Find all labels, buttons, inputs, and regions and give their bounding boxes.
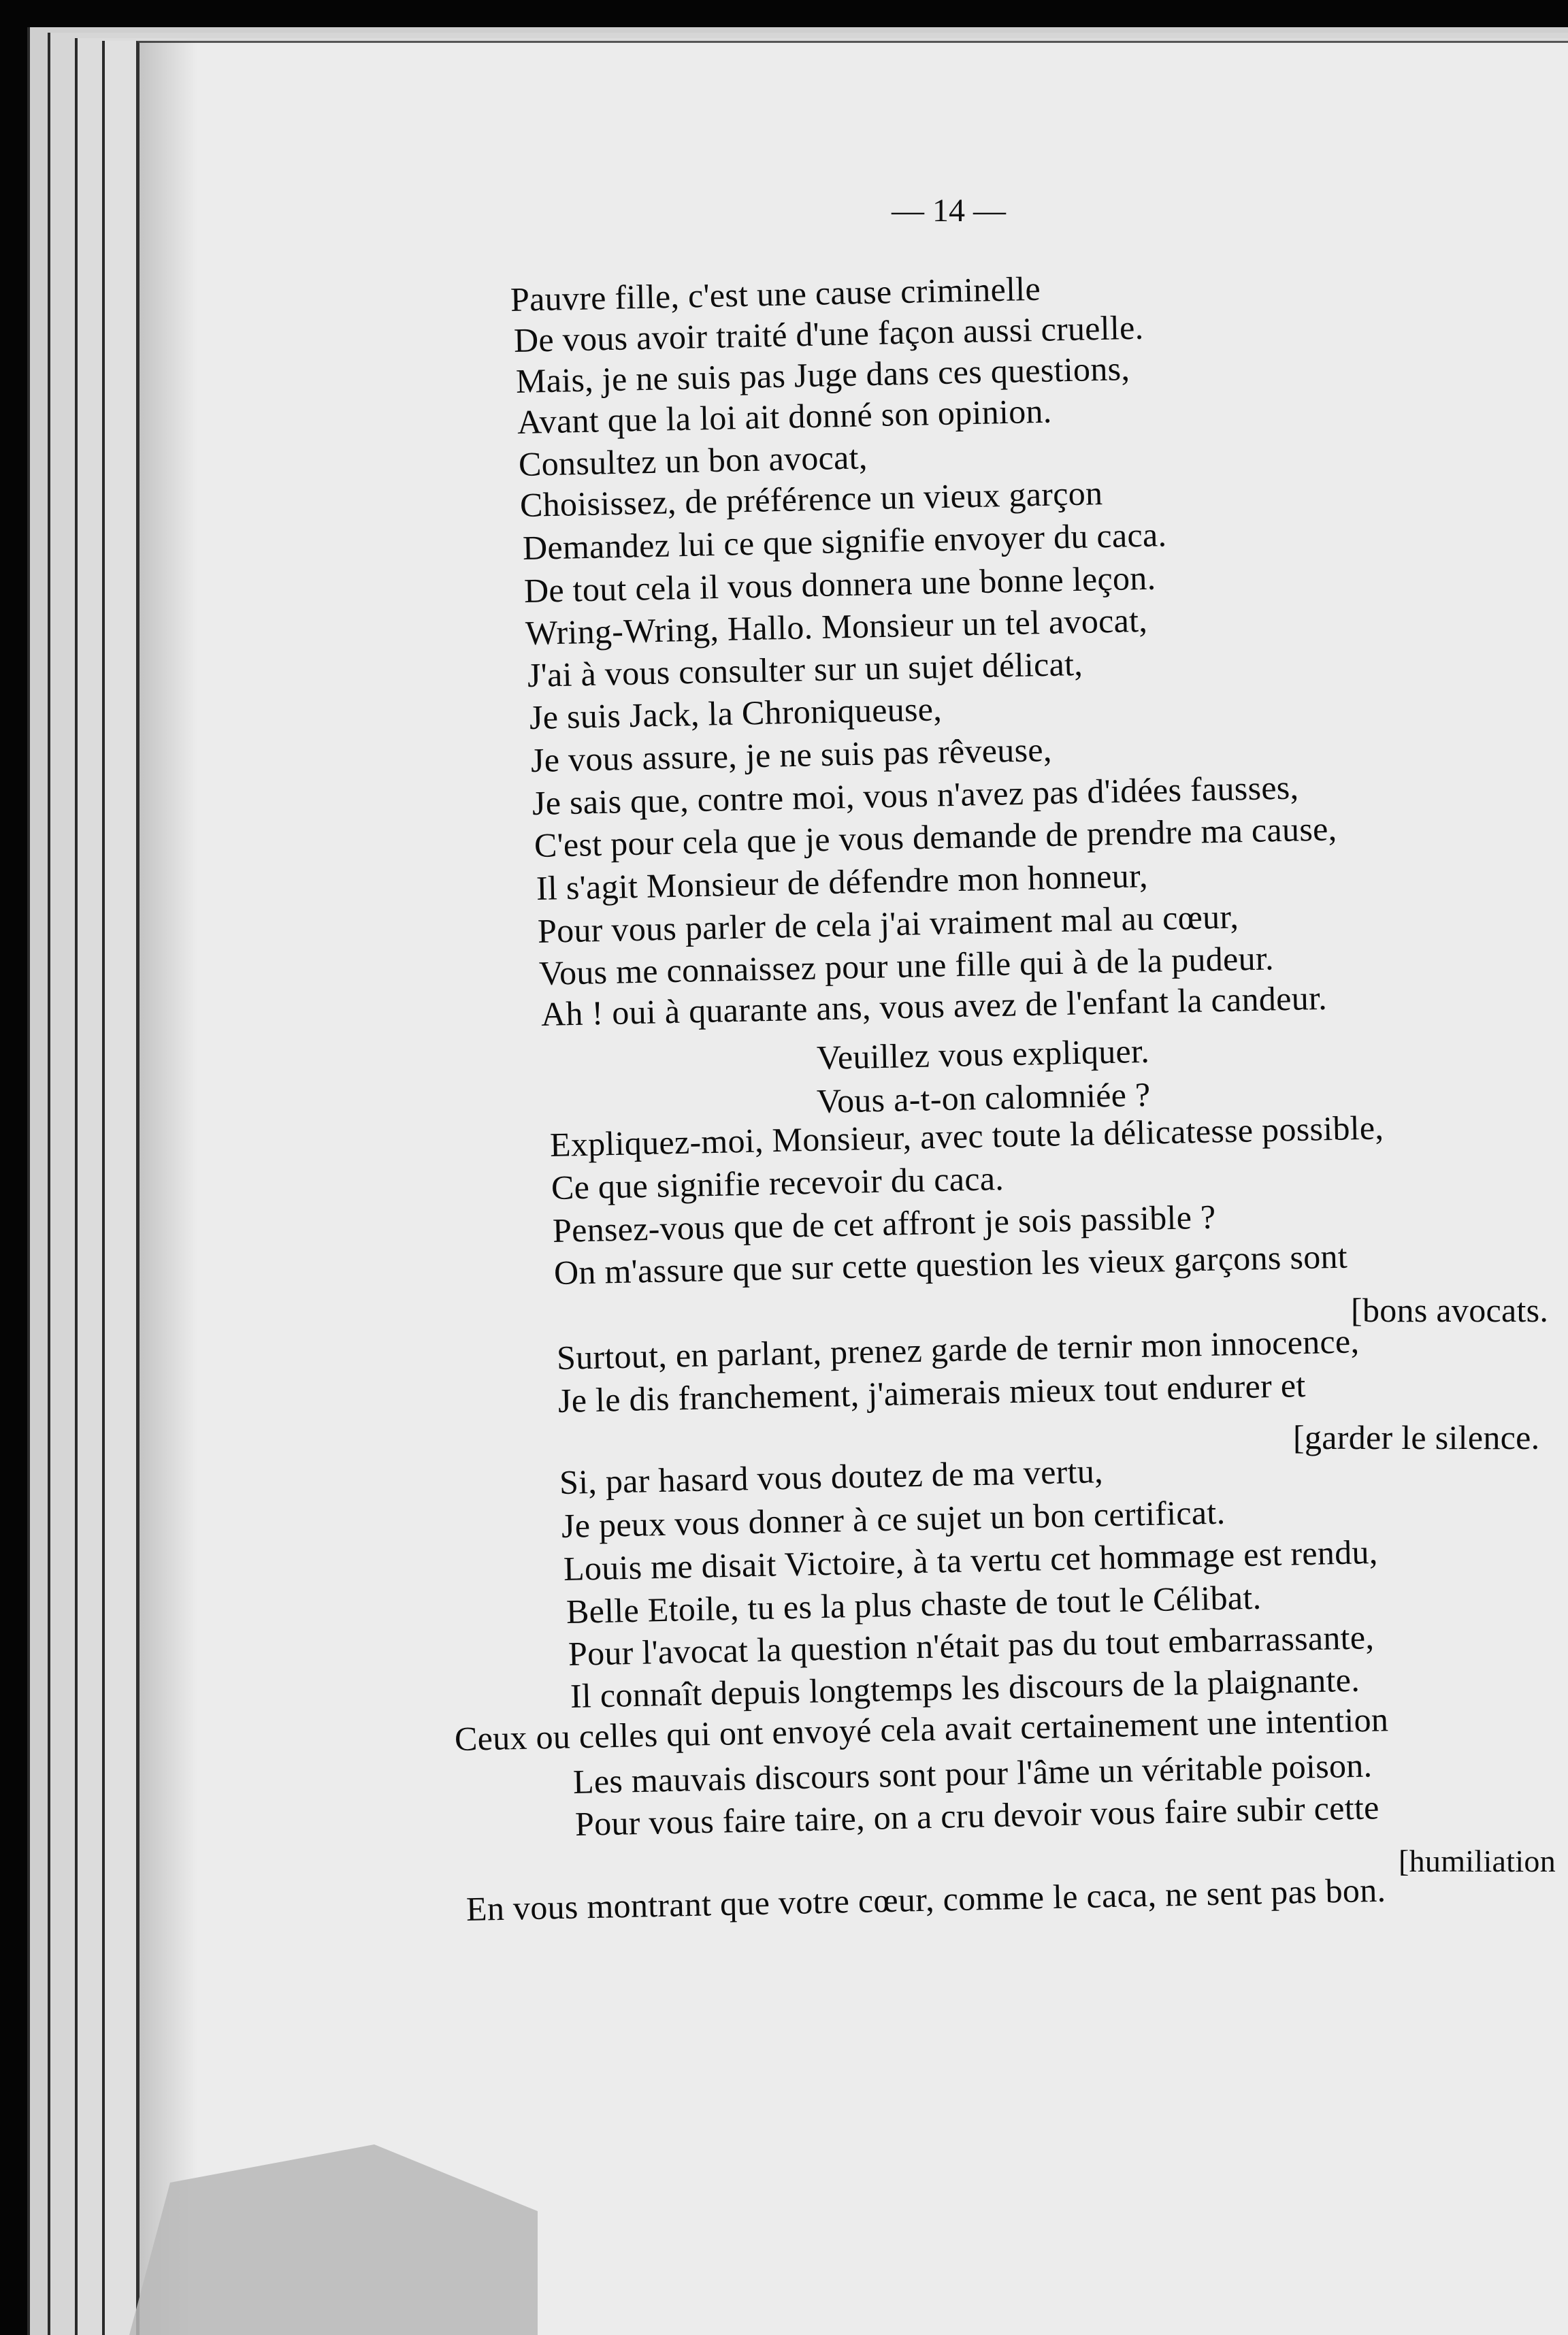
verse-line: Avant que la loi ait donné son opinion. (517, 391, 1053, 441)
verse-line: C'est pour cela que je vous demande de prendre ma cause, (534, 809, 1337, 864)
verse-line: Ah ! oui à quarante ans, vous avez de l'enfant la candeur. (540, 978, 1328, 1033)
verse-line: Demandez lui ce que signifie envoyer du caca. (522, 515, 1167, 567)
verse-line: Il connaît depuis longtemps les discours de la plaignante. (570, 1660, 1360, 1715)
verse-line: En vous montrant que votre cœur, comme le caca, ne sent pas bon. (466, 1870, 1386, 1928)
verse-line: Si, par hasard vous doutez de ma vertu, (559, 1452, 1104, 1501)
verse-line: Veuillez vous expliquer. (816, 1031, 1150, 1077)
verse-line: Il s'agit Monsieur de défendre mon honneur, (536, 856, 1149, 907)
verse-line: Je le dis franchement, j'aimerais mieux tout endurer et (557, 1365, 1307, 1420)
verse-line: Je vous assure, je ne suis pas rêveuse, (530, 730, 1053, 779)
verse-line: Pensez-vous que de cet affront je sois passible ? (552, 1197, 1216, 1250)
verse-line: Vous me connaissez pour une fille qui à de la pudeur. (538, 938, 1275, 992)
verse-line-continuation: [humiliation (1399, 1844, 1556, 1878)
verse-line: Wring-Wring, Hallo. Monsieur un tel avocat, (525, 600, 1148, 652)
verse-line: Je peux vous donner à ce sujet un bon certificat. (561, 1492, 1226, 1545)
verse-line: Pour l'avocat la question n'était pas du tout embarrassante, (568, 1618, 1375, 1673)
verse-line: Ce que signifie recevoir du caca. (551, 1159, 1004, 1207)
verse-line: Je suis Jack, la Chroniqueuse, (529, 689, 943, 736)
verse-line: Pauvre fille, c'est une cause criminelle (510, 269, 1041, 319)
verse-line: Louis me disait Victoire, à ta vertu cet hommage est rendu, (563, 1532, 1379, 1588)
verse-line: Mais, je ne suis pas Juge dans ces questions, (515, 349, 1130, 400)
verse-line: De vous avoir traité d'une façon aussi cruelle. (513, 308, 1144, 359)
verse-line: Vous a-t-on calomniée ? (816, 1075, 1152, 1120)
verse-line: Belle Etoile, tu es la plus chaste de tout le Célibat. (566, 1578, 1262, 1631)
verse-line: Consultez un bon avocat, (518, 438, 868, 483)
verse-line-continuation: [bons avocats. (1351, 1291, 1549, 1329)
spine-shadow (136, 41, 197, 2335)
verse-line: Je sais que, contre moi, vous n'avez pas d'idées fausses, (532, 768, 1299, 822)
verse-line: On m'assure que sur cette question les vieux garçons sont (553, 1237, 1348, 1292)
verse-line: J'ai à vous consulter sur un sujet délicat, (527, 644, 1083, 694)
verse-line: Les mauvais discours sont pour l'âme un véritable poison. (572, 1746, 1373, 1801)
verse-line: Pour vous parler de cela j'ai vraiment mal au cœur, (537, 897, 1239, 950)
verse-line: Pour vous faire taire, on a cru devoir vous faire subir cette (574, 1788, 1380, 1843)
verse-line: Expliquez-moi, Monsieur, avec toute la délicatesse possible, (549, 1108, 1384, 1164)
verse-line: De tout cela il vous donnera une bonne leçon. (523, 558, 1156, 610)
verse-line: Choisissez, de préférence un vieux garçon (519, 474, 1103, 524)
verse-line-continuation: [garder le silence. (1293, 1418, 1540, 1456)
verse-line: Surtout, en parlant, prenez garde de ternir mon innocence, (556, 1322, 1360, 1377)
page-number: — 14 — (892, 193, 1006, 229)
verse-line: Ceux ou celles qui ont envoyé cela avait certainement une intention (454, 1700, 1389, 1758)
